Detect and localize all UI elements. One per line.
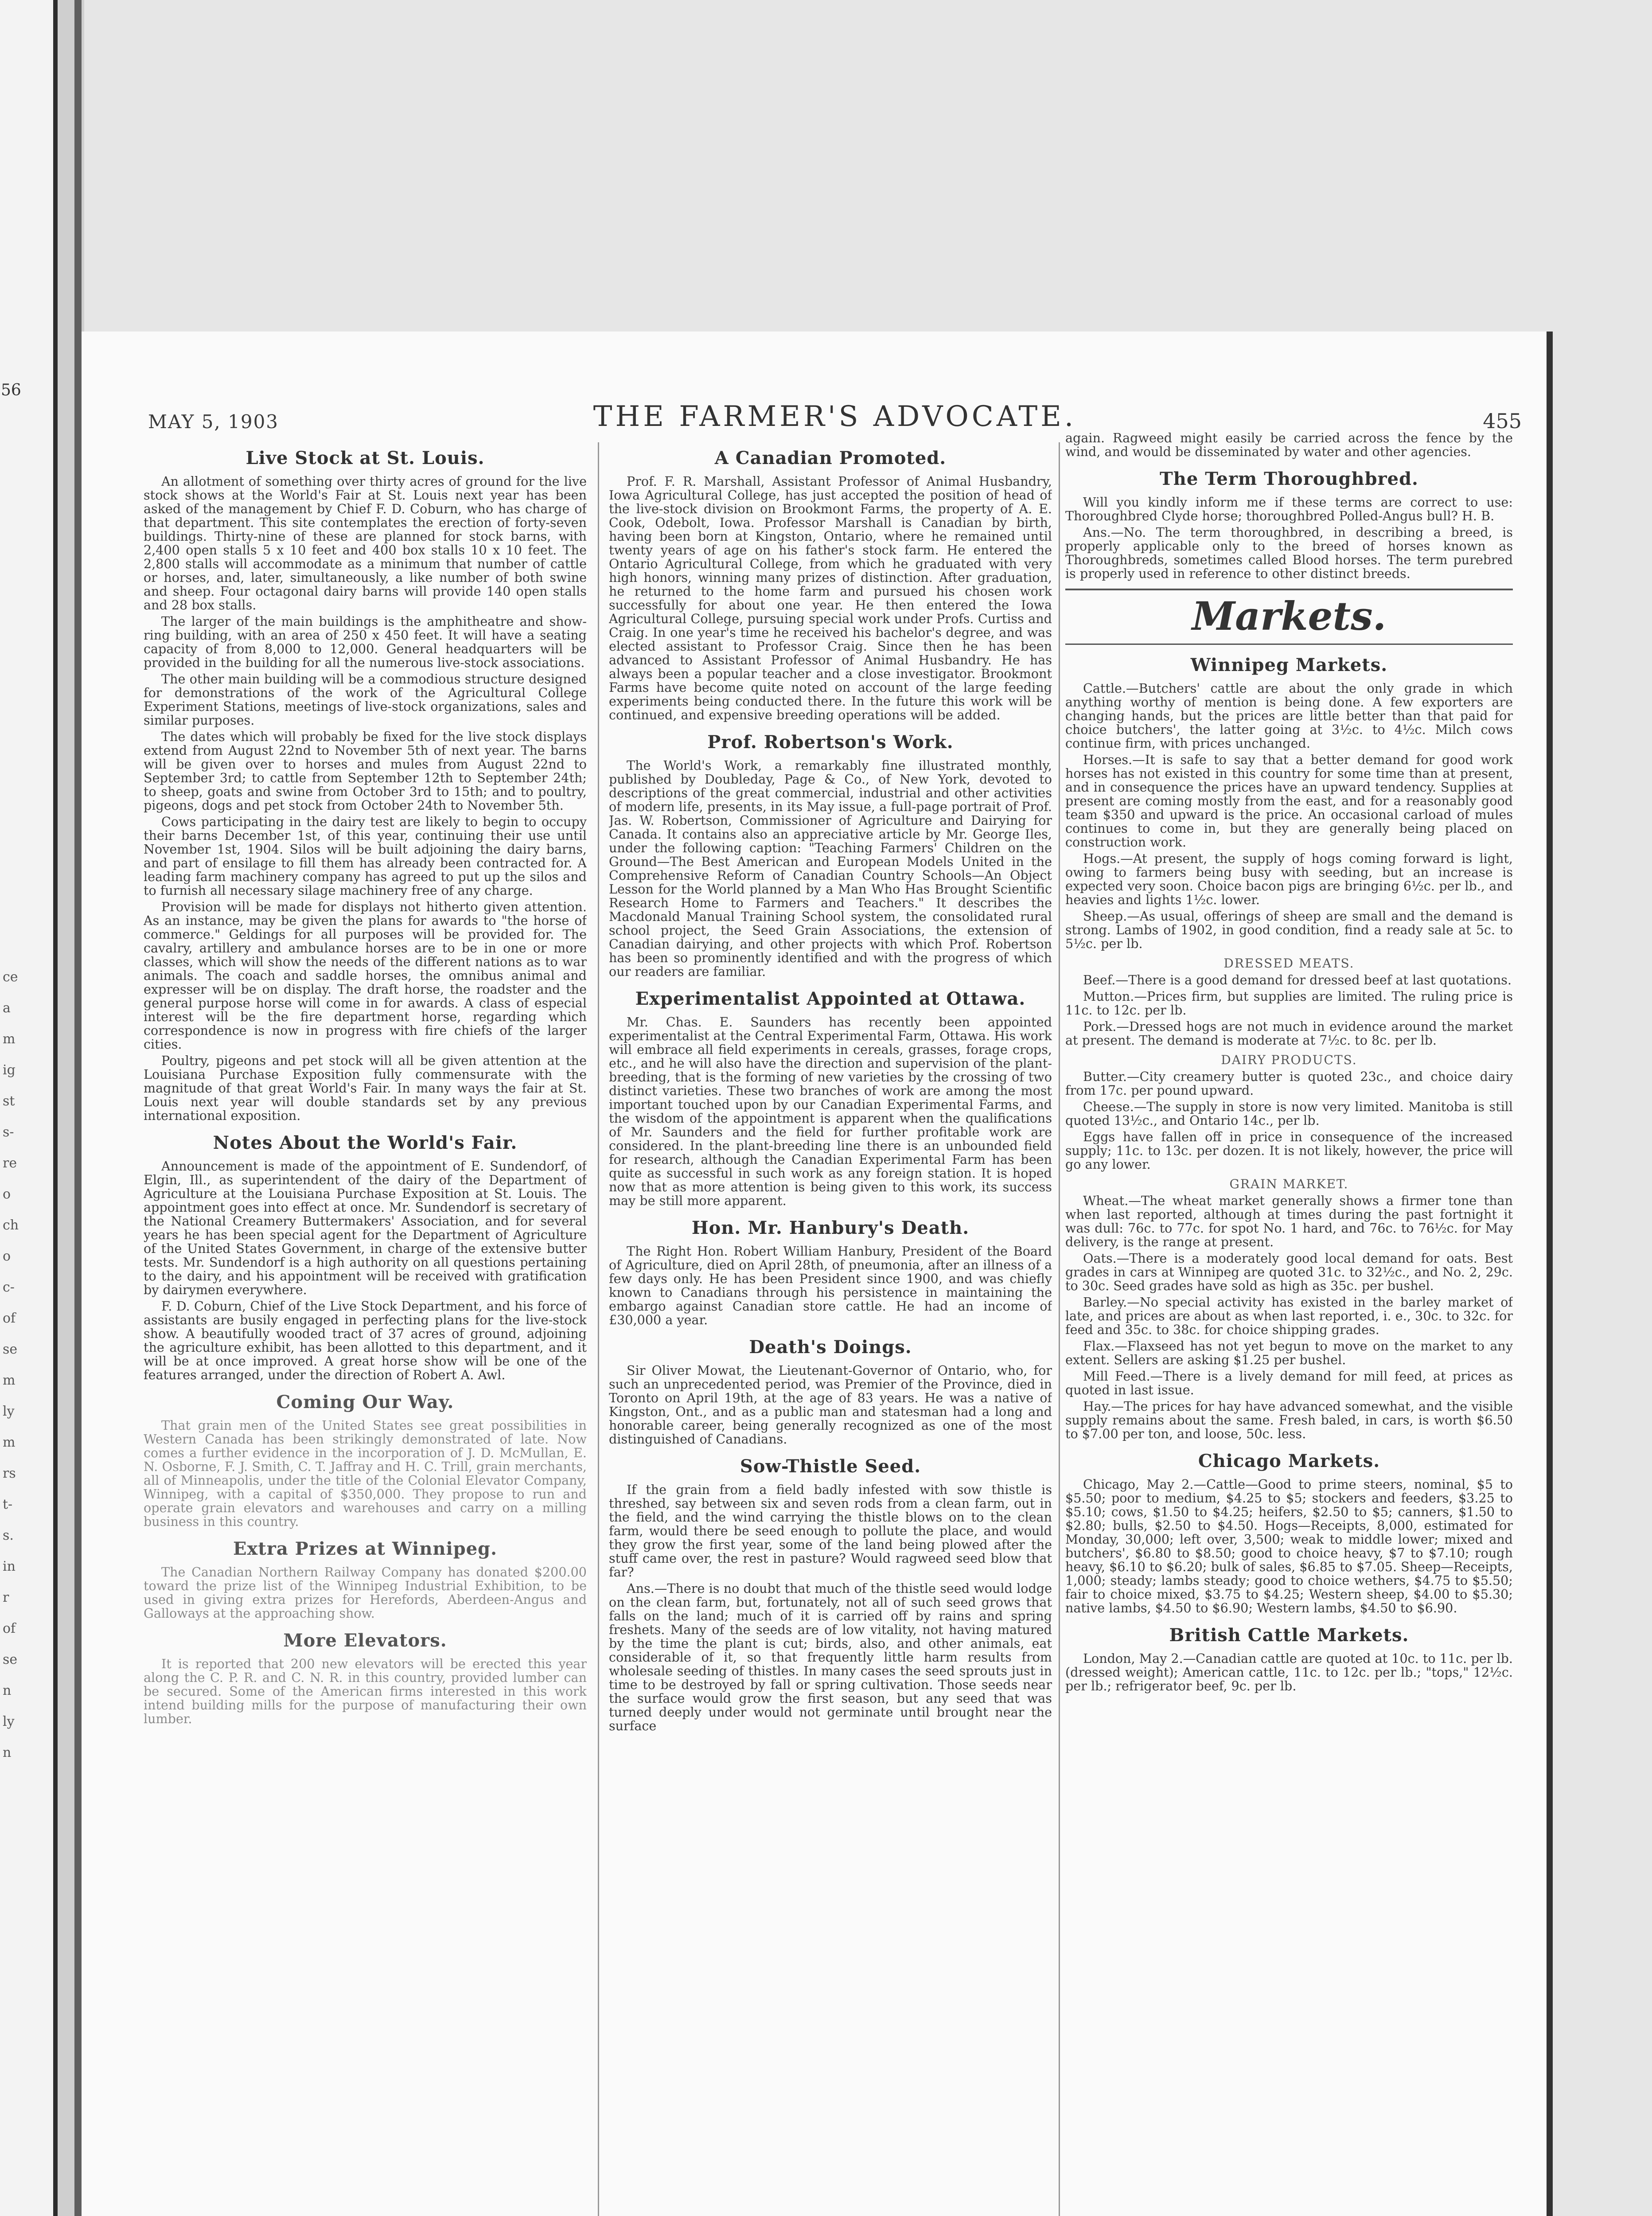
article-heading: Extra Prizes at Winnipeg.	[233, 1538, 498, 1559]
market-paragraph: Mutton.—Prices firm, but supplies are limited. The ruling price is 11c. to 12c. per lb.	[1065, 989, 1513, 1018]
article-heading: A Canadian Promoted.	[714, 448, 947, 468]
fragment-letter: m	[3, 1373, 16, 1388]
article-paragraph: That grain men of the United States see great possibilities in Western Canada has been strikingly demonstrated of late. Now comes a further evidence in the incorporation of J. D. McMullan, E. N. Osborne, F. J. Smith, C. T. Jaffray and H. C. Trill, grain merchants, all of Minneapolis, under the title of the Colonial Elevator Company, Winnipeg, with a capital of $350,000. They propose to run and operate grain elevators and warehouses and carry on a milling business in this country.	[144, 1418, 587, 1529]
section-rule	[1065, 644, 1513, 645]
column-3	[1065, 431, 1513, 2216]
fragment-letter: o	[3, 1248, 11, 1264]
fragment-letter: in	[3, 1559, 16, 1574]
column-2	[609, 438, 1052, 2216]
fragment-letter: a	[3, 1000, 11, 1016]
article-paragraph: Sir Oliver Mowat, the Lieutenant-Governor of Ontario, who, for such an unprecedented period, was Premier of the Province, died in Toronto on April 19th, at the age of 83 years. He was a native of Kingston, Ont., and as a public man and statesman had a long and honorable career, being generally recognized as one of the most distinguished of Canadians.	[609, 1363, 1052, 1447]
fragment-letter: se	[3, 1342, 18, 1357]
fragment-letter: of	[3, 1621, 16, 1636]
article-paragraph: Ans.—There is no doubt that much of the thistle seed would lodge on the clean farm, but, fortunately, not all of such seed grows that falls on the land; much of it is carried off by rains and spring freshets. Many of the seeds are of low vitality, not having matured by the time the plant is cut; birds, also, and other animals, eat considerable of it, so that frequently little harm results from wholesale seeding of thistles. In many cases the seed sprouts just in time to be destroyed by fall or spring cultivation. Those seeds near the surface would grow the first season, but any seed that was turned deeply under would not germinate until brought near the surface	[609, 1581, 1052, 1733]
fragment-letter: ch	[3, 1217, 19, 1233]
market-subheading: GRAIN MARKET.	[1229, 1177, 1349, 1191]
section-rule	[1065, 589, 1513, 590]
market-paragraph: Eggs have fallen off in price in consequence of the increased supply; 11c. to 13c. per dozen. It is not likely, however, the price will go any lower.	[1065, 1129, 1513, 1172]
markets-section-heading: Markets.	[1192, 593, 1387, 639]
market-paragraph: Horses.—It is safe to say that a better demand for good work horses has not existed in this country for some time than at present, and in consequence the prices have an upward tendency. Supplies at present are coming mostly from the east, and for a reasonably good team $350 and upward is the price. An occasional carload of mules continues to come in, but they are generally being placed on construction work.	[1065, 752, 1513, 850]
article-paragraph: It is reported that 200 new elevators will be erected this year along the C. P. R. and C. N. R. in this country, provided lumber can be secured. Some of the American firms interested in this work intend building mills for the purpose of manufacturing their own lumber.	[144, 1656, 587, 1726]
article-heading: Experimentalist Appointed at Ottawa.	[635, 988, 1026, 1009]
article-heading: Sow-Thistle Seed.	[740, 1456, 921, 1477]
article-heading: More Elevators.	[283, 1630, 447, 1651]
article-paragraph: If the grain from a field badly infested with sow thistle is threshed, say between six and seven rods from a clean farm, out in the field, and the wind carrying the thistle blows on to the clean farm, would there be seed enough to pollute the place, and would they grow the first year, some of the land being plowed after the stuff came over, the rest in pasture? Would ragweed seed blow that far?	[609, 1482, 1052, 1580]
fragment-letter: t-	[3, 1497, 13, 1512]
market-paragraph: Hogs.—At present, the supply of hogs coming forward is light, owing to farmers being busy with seeding, but an increase is expected very soon. Choice bacon pigs are bringing 6½c. per lb., and heavies and lights 1½c. lower.	[1065, 851, 1513, 907]
article-paragraph: Poultry, pigeons and pet stock will all be given attention at the Louisiana Purchase Exposition fully commensurate with the magnitude of that great World's Fair. In many ways the fair at St. Louis next year will double standards set by any previous international exposition.	[144, 1053, 587, 1123]
market-paragraph: Barley.—No special activity has existed in the barley market of late, and prices are about as when last reported, i. e., 30c. to 32c. for feed and 35c. to 38c. for choice shipping grades.	[1065, 1295, 1513, 1337]
article-paragraph: Ans.—No. The term thoroughbred, in describing a breed, is properly applicable only to the breed of horses known as Thoroughbreds, sometimes called Blood horses. The term purebred is properly used in reference to other distinct breeds.	[1065, 525, 1513, 581]
adjacent-page-number: 56	[1, 381, 21, 399]
market-subheading: DAIRY PRODUCTS.	[1221, 1053, 1357, 1067]
fragment-letter: ly	[3, 1404, 15, 1419]
fragment-letter: m	[3, 1435, 16, 1450]
article-paragraph: The dates which will probably be fixed for the live stock displays extend from August 22nd to November 5th of next year. The barns will be given over to horses and mules from August 22nd to September 3rd; to cattle from September 12th to September 24th; to sheep, goats and swine from October 3rd to 15th; and to poultry, pigeons, dogs and pet stock from October 24th to November 5th.	[144, 729, 587, 813]
fragment-letter: s-	[3, 1124, 14, 1140]
article-paragraph: The World's Work, a remarkably fine illustrated monthly, published by Doubleday, Page & Co., of New York, devoted to descriptions of the great commercial, industrial and other activities of modern life, presents, in its May issue, a full-page portrait of Prof. Jas. W. Robertson, Commissioner of Agriculture and Dairying for Canada. It contains also an appreciative article by Mr. George Iles, under the following caption: "Teaching Farmers' Children on the Ground—The Best American and European Models United in the Comprehensive Reform of Canadian Country Schools—An Object Lesson for the World planned by a Man Who Has Brought Scientific Research Home to Farmers and Teachers." It describes the Macdonald Manual Training School system, the consolidated rural school project, the Seed Grain Associations, the extension of Canadian dairying, and other projects with which Prof. Robertson has been so prominently identified and with the progress of which our readers are familiar.	[609, 758, 1052, 979]
book-gutter	[74, 0, 82, 2216]
article-heading: Coming Our Way.	[276, 1392, 454, 1412]
fragment-letter: n	[3, 1745, 12, 1760]
page-header	[148, 400, 1522, 431]
masthead-title: THE FARMER'S ADVOCATE.	[593, 400, 1077, 433]
article-paragraph: Will you kindly inform me if these terms are correct to use: Thoroughbred Clyde horse; thoroughbred Polled-Angus bull? H. B.	[1065, 495, 1513, 523]
market-paragraph: Sheep.—As usual, offerings of sheep are small and the demand is strong. Lambs of 1902, in good condition, find a ready sale at 5c. to 5½c. per lb.	[1065, 909, 1513, 951]
adjacent-page-text-edge	[3, 962, 47, 1768]
fragment-letter: c-	[3, 1280, 15, 1295]
article-paragraph: Cows participating in the dairy test are likely to begin to occupy their barns December 1st, of this year, continuing their use until November 1st, 1904. Silos will be built adjoining the dairy barns, and part of ensilage to fill them has already been contracted for. A leading farm machinery company has agreed to put up the silos and to furnish all necessary silage machinery free of any charge.	[144, 814, 587, 898]
article-heading: British Cattle Markets.	[1169, 1625, 1409, 1646]
fragment-letter: ly	[3, 1714, 15, 1729]
fragment-letter: ig	[3, 1062, 16, 1078]
market-paragraph: London, May 2.—Canadian cattle are quoted at 10c. to 11c. per lb. (dressed weight); American cattle, 11c. to 12c. per lb.; "tops," 12½c. per lb.; refrigerator beef, 9c. per lb.	[1065, 1651, 1513, 1693]
market-paragraph: Hay.—The prices for hay have advanced somewhat, and the visible supply remains about the same. Fresh baled, in cars, is worth $6.50 to $7.00 per ton, and loose, 50c. less.	[1065, 1399, 1513, 1441]
article-paragraph: again. Ragweed might easily be carried across the fence by the wind, and would be disseminated by water and other agencies.	[1065, 431, 1513, 459]
article-heading: The Term Thoroughbred.	[1160, 468, 1418, 489]
issue-date: MAY 5, 1903	[148, 411, 279, 433]
article-heading: Hon. Mr. Hanbury's Death.	[691, 1217, 970, 1238]
article-paragraph: The Right Hon. Robert William Hanbury, President of the Board of Agriculture, died on April 28th, of pneumonia, after an illness of a few days only. He has been President since 1900, and was chiefly known to Canadians through his persistence in maintaining the embargo against Canadian store cattle. He had an income of £30,000 a year.	[609, 1244, 1052, 1327]
fragment-letter: n	[3, 1683, 12, 1698]
market-paragraph: Oats.—There is a moderately good local demand for oats. Best grades in cars at Winnipeg are quoted 31c. to 32½c., and No. 2, 29c. to 30c. Seed grades have sold as high as 35c. per bushel.	[1065, 1251, 1513, 1293]
article-paragraph: Prof. F. R. Marshall, Assistant Professor of Animal Husbandry, Iowa Agricultural College, has just accepted the position of head of the live-stock division on Brookmont Farms, the property of A. E. Cook, Odebolt, Iowa. Professor Marshall is Canadian by birth, having been born at Kingston, Ontario, where he remained until twenty years of age on his father's stock farm. He entered the Ontario Agricultural College, from which he graduated with very high honors, winning many prizes of distinction. After graduation, he returned to the home farm and pursued his chosen work successfully for about one year. He then entered the Iowa Agricultural College, pursuing special work under Profs. Curtiss and Craig. In one year's time he received his bachelor's degree, and was elected assistant to Professor Craig. Since then he has been advanced to Assistant Professor of Animal Husbandry. He has always been a popular teacher and a close investigator. Brookmont Farms have become quite noted on account of the large feeding experiments being conducted there. In the future this work will be continued, and expensive breeding operations will be added.	[609, 474, 1052, 722]
market-paragraph: Cheese.—The supply in store is now very limited. Manitoba is still quoted 13½c., and Ontario 14c., per lb.	[1065, 1099, 1513, 1128]
article-heading: Chicago Markets.	[1198, 1451, 1380, 1471]
article-paragraph: Provision will be made for displays not hitherto given attention. As an instance, may be given the plans for awards to "the horse of commerce." Geldings for all purposes will be provided for. The cavalry, artillery and ambulance horses are to be in one or more classes, which will show the needs of the different nations as to war animals. The coach and saddle horses, the omnibus animal and expresser will be on display. The draft horse, the roadster and the general purpose horse will come in for awards. A class of especial interest will be the fire department horse, regarding which correspondence is now in progress with fire chiefs of the larger cities.	[144, 899, 587, 1052]
market-paragraph: Cattle.—Butchers' cattle are about the only grade in which anything worthy of mention is being done. A few exporters are changing hands, but the prices are little better than that paid for choice butchers', the latter going at 3½c. to 4½c. Milch cows continue firm, with prices unchanged.	[1065, 681, 1513, 751]
market-paragraph: Wheat.—The wheat market generally shows a firmer tone than when last reported, although at times during the past fortnight it was dull: 76c. to 77c. for spot No. 1 hard, and 76c. to 76½c. for May delivery, is the range at present.	[1065, 1193, 1513, 1249]
article-paragraph: Announcement is made of the appointment of E. Sundendorf, of Elgin, Ill., as superintendent of the dairy of the Department of Agriculture at the Louisiana Purchase Exposition at St. Louis. The appointment goes into effect at once. Mr. Sundendorf is secretary of the National Creamery Buttermakers' Association, and for several years he has been special agent for the Department of Agriculture of the United States Government, in charge of the extensive butter tests. Mr. Sundendorf is a high authority on all questions pertaining to the dairy, and his appointment will be received with gratification by dairymen everywhere.	[144, 1159, 587, 1297]
fragment-letter: r	[3, 1590, 9, 1605]
adjacent-page-fragment	[0, 0, 58, 2216]
market-subheading: DRESSED MEATS.	[1223, 956, 1355, 971]
article-paragraph: Mr. Chas. E. Saunders has recently been appointed experimentalist at the Central Experimental Farm, Ottawa. His work will embrace all field experiments in cereals, grasses, forage crops, etc., and he will also have the direction and supervision of the plant-breeding, that is the forming of new varieties by the crossing of two distinct varieties. These two branches of work are among the most important touched upon by our Canadian Experimental Farms, and the wisdom of the appointment is apparent when the qualifications of Mr. Saunders and the field for further profitable work are considered. In the plant-breeding line there is an unbounded field for research, although the Canadian Experimental Farm has been quite as successful in such work as any foreign station. It is hoped now that as more attention is being given to this work, its success may be still more apparent.	[609, 1014, 1052, 1208]
article-paragraph: The larger of the main buildings is the amphitheatre and show-ring building, with an area of 250 x 450 feet. It will have a seating capacity of from 8,000 to 12,000. General headquarters will be provided in the building for all the numerous live-stock associations.	[144, 614, 587, 670]
market-paragraph: Flax.—Flaxseed has not yet begun to move on the market to any extent. Sellers are asking $1.25 per bushel.	[1065, 1338, 1513, 1367]
fragment-letter: ce	[3, 969, 18, 985]
market-paragraph: Butter.—City creamery butter is quoted 23c., and choice dairy from 17c. per pound upward.	[1065, 1069, 1513, 1098]
fragment-letter: re	[3, 1155, 17, 1171]
fragment-letter: m	[3, 1031, 16, 1047]
article-heading: Notes About the World's Fair.	[213, 1132, 518, 1153]
newspaper-page	[82, 332, 1553, 2216]
fragment-letter: rs	[3, 1466, 16, 1481]
market-paragraph: Mill Feed.—There is a lively demand for mill feed, at prices as quoted in last issue.	[1065, 1369, 1513, 1397]
column-1	[144, 438, 587, 2216]
faded-section	[144, 1392, 587, 1726]
column-rule	[598, 442, 599, 2216]
article-heading: Winnipeg Markets.	[1190, 655, 1388, 675]
fragment-letter: st	[3, 1093, 15, 1109]
article-paragraph: An allotment of something over thirty acres of ground for the live stock shows at the World's Fair at St. Louis next year has been asked of the management by Chief F. D. Coburn, who has charge of that department. This site contemplates the erection of forty-seven buildings. Thirty-nine of these are planned for stock barns, with 2,400 open stalls 5 x 10 feet and 400 box stalls 10 x 10 feet. The 2,800 stalls will accommodate as a minimum that number of cattle or horses, and, later, simultaneously, a like number of both swine and sheep. Four octagonal dairy barns will provide 140 open stalls and 28 box stalls.	[144, 474, 587, 613]
fragment-letter: s.	[3, 1528, 14, 1543]
article-heading: Live Stock at St. Louis.	[245, 448, 485, 468]
fragment-letter: of	[3, 1311, 16, 1326]
column-rule	[1059, 442, 1060, 2216]
article-heading: Prof. Robertson's Work.	[707, 732, 954, 753]
market-paragraph: Beef.—There is a good demand for dressed beef at last quotations.	[1083, 972, 1512, 987]
article-paragraph: The other main building will be a commodious structure designed for demonstrations of the work of the Agricultural College Experiment Stations, meetings of live-stock organizations, sales and similar purposes.	[144, 671, 587, 728]
market-paragraph: Chicago, May 2.—Cattle—Good to prime steers, nominal, $5 to $5.50; poor to medium, $4.25 to $5; stockers and feeders, $3.25 to $5.10; cows, $1.50 to $4.25; heifers, $2.50 to $5; canners, $1.50 to $2.80; bulls, $2.50 to $4.50. Hogs—Receipts, 8,000, estimated for Monday, 30,000; left over, 3,500; weak to middle lower; mixed and butchers', $6.80 to $8.50; good to choice heavy, $7 to $7.10; rough heavy, $6.10 to $6.20; bulk of sales, $6.85 to $7.05. Sheep—Receipts, 1,000; steady; lambs steady; good to choice wethers, $4.75 to $5.50; fair to choice mixed, $3.75 to $4.25; Western sheep, $4.00 to $5.30; native lambs, $4.50 to $6.90; Western lambs, $4.50 to $6.90.	[1065, 1477, 1513, 1615]
fragment-letter: se	[3, 1652, 18, 1667]
article-heading: Death's Doings.	[749, 1337, 912, 1358]
article-paragraph: The Canadian Northern Railway Company has donated $200.00 toward the prize list of the Winnipeg Industrial Exhibition, to be used in giving extra prizes for Herefords, Aberdeen-Angus and Galloways at the approaching show.	[144, 1564, 587, 1621]
page-number: 455	[1483, 409, 1522, 433]
fragment-letter: o	[3, 1186, 11, 1202]
market-paragraph: Pork.—Dressed hogs are not much in evidence around the market at present. The demand is moderate at 7½c. to 8c. per lb.	[1065, 1019, 1513, 1048]
article-paragraph: F. D. Coburn, Chief of the Live Stock Department, and his force of assistants are busily engaged in perfecting plans for the live-stock show. A beautifully wooded tract of 37 acres of ground, adjoining the agriculture exhibit, has been allotted to this department, and it will be at once improved. A great horse show will be one of the features arranged, under the direction of Robert A. Awl.	[144, 1299, 587, 1382]
